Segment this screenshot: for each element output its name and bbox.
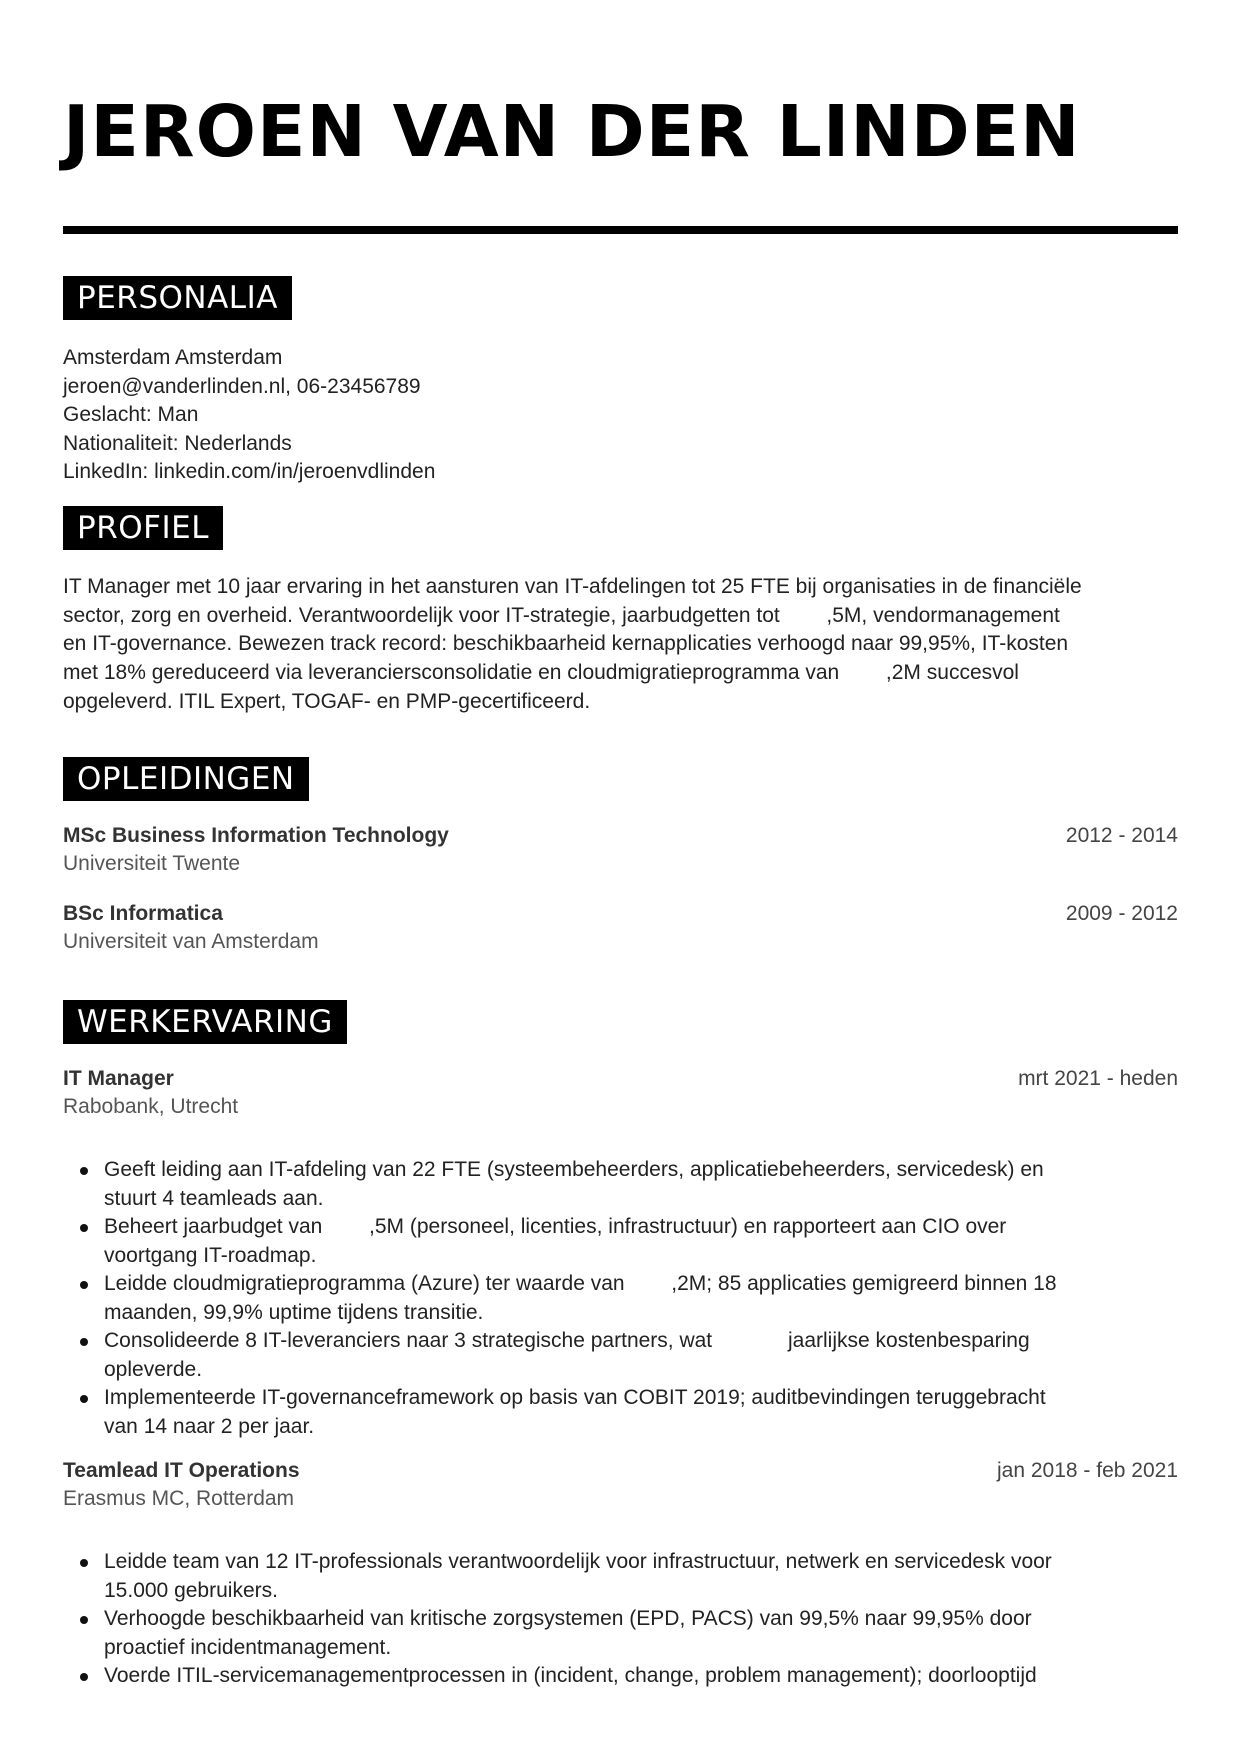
job-employer: Rabobank, Utrecht <box>63 1095 239 1118</box>
education-institution: Universiteit Twente <box>63 852 241 875</box>
list-item-line: van 14 naar 2 per jaar. <box>104 1414 315 1438</box>
list-item <box>104 1548 1219 1605</box>
section-heading-werkervaring: WERKERVARING <box>63 1000 347 1044</box>
list-item <box>104 1384 1219 1441</box>
education-dates: 2009 - 2012 <box>1065 902 1178 925</box>
list-item-line: maanden, 99,9% uptime tijdens transitie. <box>104 1300 484 1324</box>
list-item <box>104 1662 1219 1691</box>
list-item-line: 15.000 gebruikers. <box>104 1578 278 1602</box>
profile-line: opgeleverd. ITIL Expert, TOGAF- en PMP-gecertificeerd. <box>63 689 591 713</box>
job-entry <box>63 1457 1178 1513</box>
list-item-line: voortgang IT-roadmap. <box>104 1243 317 1267</box>
bullet-icon <box>80 1224 88 1232</box>
profile-line: IT Manager met 10 jaar ervaring in het aansturen van IT-afdelingen tot 25 FTE bij organisaties in de financiële <box>63 575 1082 598</box>
list-item <box>104 1605 1219 1662</box>
job-employer: Erasmus MC, Rotterdam <box>63 1487 295 1510</box>
job-entry <box>63 1065 1178 1121</box>
education-entry <box>63 900 1178 956</box>
personalia-linkedin: LinkedIn: linkedin.com/in/jeroenvdlinden <box>63 460 436 483</box>
list-item-line: Leidde cloudmigratieprogramma (Azure) ter waarde van ,2M; 85 applicaties gemigreerd binnen 18 <box>104 1272 1057 1295</box>
list-item-line: Leidde team van 12 IT-professionals verantwoordelijk voor infrastructuur, netwerk en servicedesk voor <box>104 1550 1052 1573</box>
bullet-icon <box>80 1281 88 1289</box>
personalia-details <box>63 344 435 487</box>
education-dates: 2012 - 2014 <box>1065 824 1178 847</box>
header-divider <box>63 226 1178 234</box>
personalia-gender: Geslacht: Man <box>63 403 199 426</box>
education-institution: Universiteit van Amsterdam <box>63 930 319 953</box>
job-title: IT Manager <box>63 1067 174 1090</box>
bullet-icon <box>80 1559 88 1567</box>
candidate-name: JEROEN VAN DER LINDEN <box>63 90 1081 173</box>
education-degree: BSc Informatica <box>63 902 223 925</box>
profile-summary <box>63 573 1178 717</box>
job-responsibilities <box>63 1548 1219 1691</box>
job-dates: jan 2018 - feb 2021 <box>997 1459 1178 1482</box>
bullet-icon <box>80 1616 88 1624</box>
bullet-icon <box>80 1395 88 1403</box>
profile-line: met 18% gereduceerd via leveranciersconsolidatie en cloudmigratieprogramma van ,2M succesvol <box>63 661 1019 685</box>
profile-line: sector, zorg en overheid. Verantwoordelijk voor IT-strategie, jaarbudgetten tot ,5M, vendormanagement <box>63 603 1060 627</box>
job-dates: mrt 2021 - heden <box>1018 1067 1178 1090</box>
profile-line: en IT-governance. Bewezen track record: beschikbaarheid kernapplicaties verhoogd naar 99,95%, IT-kosten <box>63 632 1069 656</box>
list-item <box>104 1213 1219 1270</box>
job-responsibilities <box>63 1156 1219 1441</box>
list-item-line: stuurt 4 teamleads aan. <box>104 1186 324 1210</box>
bullet-icon <box>80 1167 88 1175</box>
section-heading-opleidingen: OPLEIDINGEN <box>63 757 309 801</box>
personalia-location: Amsterdam Amsterdam <box>63 346 283 369</box>
bullet-icon <box>80 1673 88 1681</box>
list-item <box>104 1156 1219 1213</box>
list-item-line: Beheert jaarbudget van ,5M (personeel, licenties, infrastructuur) en rapporteert aan CIO over <box>104 1215 1007 1238</box>
personalia-contact: jeroen@vanderlinden.nl, 06-23456789 <box>63 374 421 398</box>
list-item-line: opleverde. <box>104 1357 203 1381</box>
education-degree: MSc Business Information Technology <box>63 824 449 847</box>
section-heading-personalia: PERSONALIA <box>63 276 292 320</box>
list-item <box>104 1270 1219 1327</box>
list-item-line: proactief incidentmanagement. <box>104 1635 392 1659</box>
job-title: Teamlead IT Operations <box>63 1459 300 1482</box>
personalia-nationality: Nationaliteit: Nederlands <box>63 431 292 455</box>
bullet-icon <box>80 1338 88 1346</box>
list-item-line: Geeft leiding aan IT-afdeling van 22 FTE (systeembeheerders, applicatiebeheerders, servicedesk) en <box>104 1158 1044 1181</box>
education-entry <box>63 822 1178 878</box>
list-item-line: Consolideerde 8 IT-leveranciers naar 3 strategische partners, wat jaarlijkse kostenbesparing <box>104 1329 1030 1352</box>
list-item-line: Implementeerde IT-governanceframework op basis van COBIT 2019; auditbevindingen teruggebracht <box>104 1386 1046 1409</box>
list-item <box>104 1327 1219 1384</box>
list-item-line: Verhoogde beschikbaarheid van kritische zorgsystemen (EPD, PACS) van 99,5% naar 99,95% door <box>104 1607 1032 1630</box>
list-item-line: Voerde ITIL-servicemanagementprocessen in (incident, change, problem management); doorlooptijd <box>104 1664 1037 1687</box>
section-heading-profiel: PROFIEL <box>63 506 223 550</box>
